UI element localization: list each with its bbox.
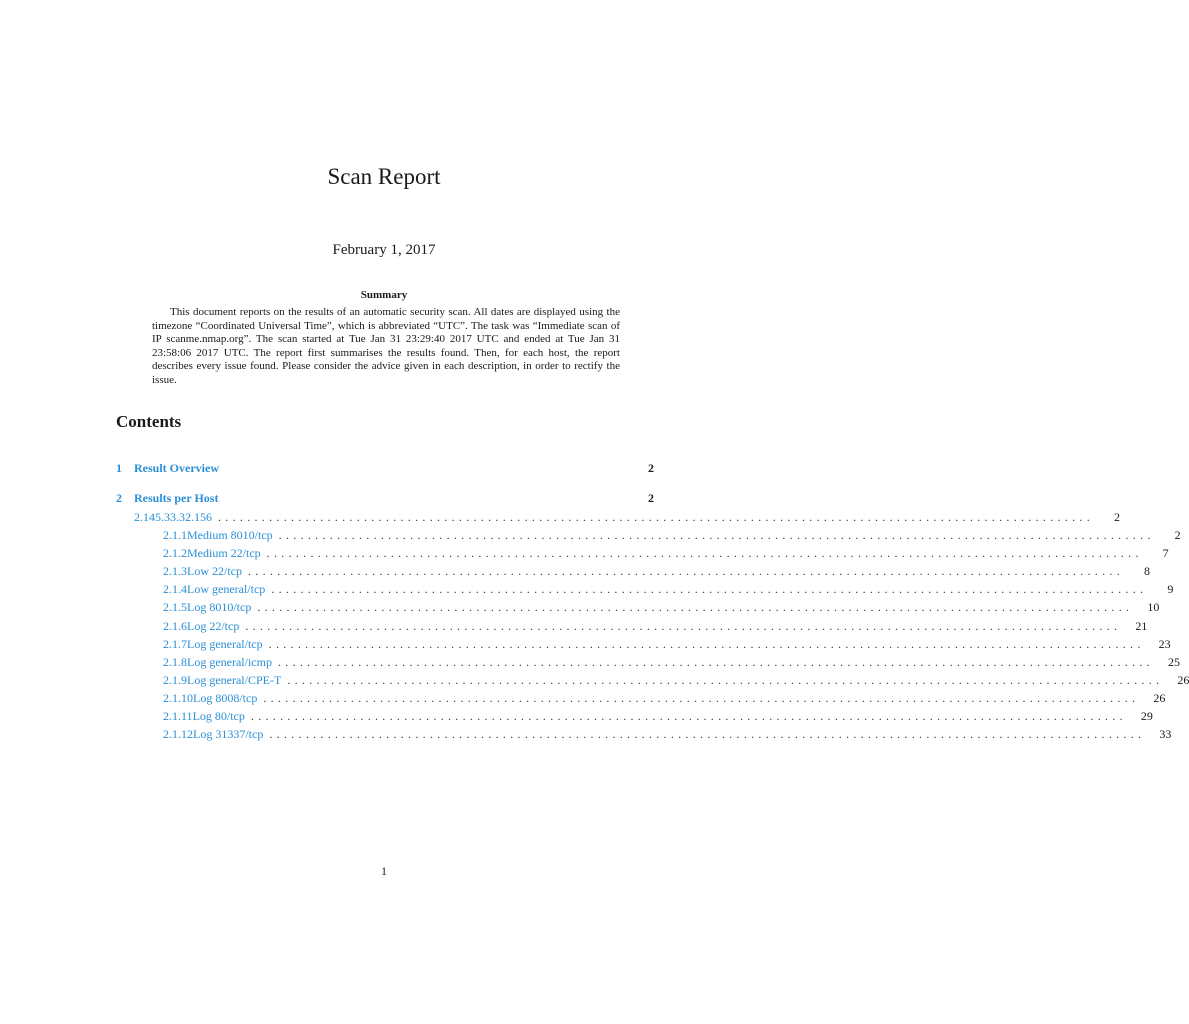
toc-subsection-label[interactable]: Log 31337/tcp	[193, 727, 264, 742]
toc-subsection-entry[interactable]	[163, 672, 1189, 688]
toc-leader-dots: ........................................................................................................................	[250, 709, 1127, 723]
toc-leader-dots: ........................................................................................................................	[287, 672, 1164, 687]
toc-section-result-overview[interactable]	[116, 461, 654, 476]
summary-heading: Summary	[360, 289, 408, 301]
toc-subsection-label[interactable]: Low 22/tcp	[187, 564, 242, 579]
toc-subsection-number: 2.1.6	[163, 618, 187, 633]
toc-subsection-page: 26	[1153, 690, 1166, 705]
toc-leader-dots: ........................................................................................................................	[218, 510, 1094, 524]
toc-leader-dots: ........................................................................................................................	[271, 582, 1148, 597]
toc-section-page: 2	[648, 491, 654, 505]
toc-host-page: 2	[1114, 510, 1120, 524]
toc-host-label[interactable]: 45.33.32.156	[149, 510, 212, 524]
toc-subsection-page: 7	[1162, 546, 1169, 561]
toc-subsection-label[interactable]: Log general/icmp	[187, 654, 272, 669]
toc-leader-dots: ........................................................................................................................	[257, 600, 1134, 615]
toc-leader-dots: ........................................................................................................................	[269, 727, 1146, 742]
toc-leader-dots: ........................................................................................................................	[263, 690, 1140, 705]
toc-section-page: 2	[648, 461, 654, 475]
toc-subsection-number: 2.1.8	[163, 654, 187, 669]
toc-subsection-label[interactable]: Medium 8010/tcp	[187, 528, 273, 542]
toc-subsection-label[interactable]: Log 8008/tcp	[193, 690, 258, 705]
toc-subsection-entry[interactable]	[163, 600, 1160, 615]
toc-subsection-number: 2.1.1	[163, 528, 187, 542]
toc-leader-dots: ........................................................................................................................	[266, 546, 1143, 561]
toc-section-label[interactable]: Results per Host	[134, 491, 219, 505]
contents-heading: Contents	[116, 412, 182, 431]
toc-subsection-number: 2.1.12	[163, 727, 193, 742]
toc-subsection-entry[interactable]	[163, 709, 1153, 724]
toc-subsection-page: 2	[1174, 528, 1181, 542]
toc-subsection-number: 2.1.10	[163, 690, 193, 705]
toc-leader-dots: ........................................................................................................................	[278, 528, 1155, 542]
toc-subsection-page: 25	[1167, 654, 1180, 669]
toc-subsection-entry[interactable]	[163, 618, 1148, 634]
toc-subsection-label[interactable]: Log 80/tcp	[192, 709, 245, 723]
document-date: February 1, 2017	[332, 242, 436, 258]
page-number: 1	[381, 864, 387, 878]
toc-leader-dots: ........................................................................................................................	[277, 654, 1154, 669]
toc-subsection-number: 2.1.3	[163, 564, 187, 579]
toc-host-number: 2.1	[134, 510, 149, 524]
toc-host-entry[interactable]	[134, 510, 1120, 525]
toc-subsection-page: 23	[1158, 636, 1171, 651]
toc-section-number: 1	[116, 461, 122, 475]
toc-subsection-page: 33	[1159, 727, 1172, 742]
toc-subsection-page: 29	[1140, 709, 1153, 723]
toc-subsection-label[interactable]: Log 8010/tcp	[187, 600, 252, 615]
toc-subsection-number: 2.1.11	[163, 709, 193, 723]
toc-section-results-per-host[interactable]	[116, 491, 654, 506]
toc-subsection-page: 21	[1135, 618, 1148, 633]
toc-subsection-entry[interactable]	[163, 654, 1180, 670]
toc-subsection-page: 26	[1177, 672, 1189, 687]
toc-subsection-entry[interactable]	[163, 727, 1172, 742]
summary-paragraph: This document reports on the results of an automatic security scan. All dates are displayed using the timezone “Coordinated Universal Time”, which is abbreviated “UTC”. The task was “Immediate scan of IP scanme.nmap.org”. The scan started at Tue Jan 31 23:29:40 2017 UTC and ended at Tue Jan 31 23:58:06 2017 UTC. The report first summarises the results found. Then, for each host, the report describes every issue found. Please consider the advice given in each description, in order to rectify the issue.	[152, 306, 620, 386]
toc-subsection-entry[interactable]	[163, 546, 1169, 561]
toc-subsection-number: 2.1.7	[163, 636, 187, 651]
toc-section-number: 2	[116, 491, 122, 505]
toc-subsection-number: 2.1.5	[163, 600, 187, 615]
toc-leader-dots: ........................................................................................................................	[248, 564, 1124, 579]
toc-subsection-page: 9	[1167, 582, 1174, 597]
toc-leader-dots: ........................................................................................................................	[245, 618, 1122, 633]
toc-subsection-label[interactable]: Log 22/tcp	[187, 618, 240, 633]
toc-section-label[interactable]: Result Overview	[134, 461, 219, 475]
document-title: Scan Report	[327, 164, 441, 189]
toc-subsection-label[interactable]: Log general/tcp	[187, 636, 263, 651]
toc-leader-dots: ........................................................................................................................	[268, 636, 1145, 651]
toc-subsection-number: 2.1.9	[163, 672, 187, 687]
toc-subsection-page: 8	[1144, 564, 1150, 579]
toc-subsection-label[interactable]: Log general/CPE-T	[187, 672, 282, 687]
toc-subsection-number: 2.1.2	[163, 546, 187, 561]
toc-subsection-entry[interactable]	[163, 564, 1150, 579]
toc-subsection-entry[interactable]	[163, 528, 1181, 543]
toc-subsection-entry[interactable]	[163, 690, 1166, 706]
toc-subsection-label[interactable]: Low general/tcp	[187, 582, 266, 597]
toc-subsection-label[interactable]: Medium 22/tcp	[187, 546, 261, 561]
toc-subsection-entry[interactable]	[163, 636, 1171, 652]
toc-subsection-entry[interactable]	[163, 582, 1174, 597]
toc-subsection-page: 10	[1147, 600, 1160, 615]
toc-subsection-number: 2.1.4	[163, 582, 187, 597]
